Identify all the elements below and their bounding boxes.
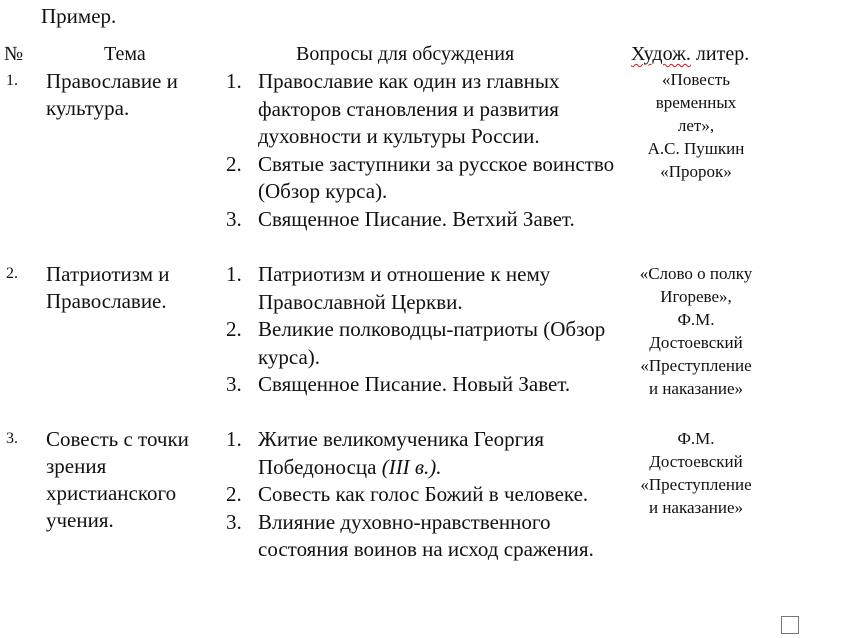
- question-text: Святые заступники за русское воинство (Обзор курса).: [258, 151, 615, 203]
- literature-line: временных: [655, 93, 737, 112]
- question-text: Совесть как голос Божий в человеке.: [258, 482, 589, 506]
- question-item: [226, 481, 626, 509]
- list-marker: 2.: [226, 151, 242, 176]
- literature-line: «Повесть: [662, 70, 730, 89]
- literature-cell: [622, 68, 770, 183]
- list-marker: 3.: [226, 509, 242, 534]
- column-header-literature-rest: литер.: [690, 43, 750, 65]
- question-text: Священное Писание. Ветхий Завет.: [258, 206, 575, 231]
- literature-line: и наказание»: [648, 379, 744, 398]
- row-number: 1.: [6, 72, 18, 89]
- list-marker: 1.: [226, 427, 242, 451]
- discussion-questions-list: [226, 426, 626, 564]
- list-marker: 2.: [226, 482, 242, 506]
- question-item: [226, 316, 626, 371]
- question-text: Влияние духовно-нравственного состояния воинов на исход сражения.: [258, 509, 594, 561]
- literature-cell: [622, 262, 770, 400]
- literature-cell: [622, 427, 770, 519]
- question-item: [226, 509, 626, 564]
- row-number: 2.: [6, 265, 18, 282]
- list-marker: 2.: [226, 317, 242, 341]
- literature-line: А.С. Пушкин: [647, 139, 745, 158]
- page-heading: Пример.: [41, 4, 117, 28]
- row-number: 3.: [6, 430, 18, 447]
- literature-line: и наказание»: [648, 498, 744, 517]
- column-header-theme: Тема: [104, 43, 146, 65]
- literature-line: Достоевский: [649, 333, 743, 352]
- question-text: Великие полководцы-патриоты (Обзор курса).: [258, 317, 606, 369]
- question-text: Священное Писание. Новый Завет.: [258, 372, 571, 396]
- literature-line: «Преступление: [640, 356, 752, 375]
- question-item: [226, 426, 626, 481]
- question-item: [226, 371, 626, 399]
- column-header-questions: Вопросы для обсуждения: [296, 43, 515, 65]
- list-marker: 3.: [226, 372, 242, 396]
- column-header-literature: [631, 42, 749, 66]
- row-theme: Патриотизм и Православие.: [46, 262, 170, 313]
- literature-line: Ф.М.: [677, 429, 715, 448]
- question-item: [226, 261, 626, 316]
- question-text: Патриотизм и отношение к нему Православной Церкви.: [258, 262, 551, 314]
- question-item: [226, 151, 626, 206]
- list-marker: 1.: [226, 262, 242, 286]
- question-text: Православие как один из главных факторов становления и развития духовности и культуры России.: [258, 69, 560, 148]
- row-theme: Совесть с точки зрения христианского учения.: [46, 427, 189, 532]
- row-theme: Православие и культура.: [46, 69, 178, 120]
- empty-checkbox[interactable]: [781, 616, 799, 634]
- literature-line: «Слово о полку: [639, 264, 753, 283]
- literature-line: «Преступление: [640, 475, 752, 494]
- question-item: [226, 68, 626, 151]
- literature-line: Достоевский: [649, 452, 743, 471]
- question-text: Житие великомученика Георгия Победоносца: [258, 427, 545, 479]
- column-header-number: №: [4, 43, 24, 65]
- list-marker: 3.: [226, 206, 242, 231]
- literature-line: лет»,: [677, 116, 715, 135]
- literature-line: «Пророк»: [660, 162, 732, 181]
- discussion-questions-list: [226, 261, 626, 399]
- question-item: [226, 206, 626, 234]
- question-date-italic: (III в.).: [381, 454, 442, 479]
- literature-line: Игореве»,: [660, 287, 732, 306]
- list-marker: 1.: [226, 69, 242, 93]
- spellcheck-underlined-word[interactable]: Худож.: [631, 43, 691, 65]
- literature-line: Ф.М.: [677, 310, 715, 329]
- discussion-questions-list: [226, 68, 626, 233]
